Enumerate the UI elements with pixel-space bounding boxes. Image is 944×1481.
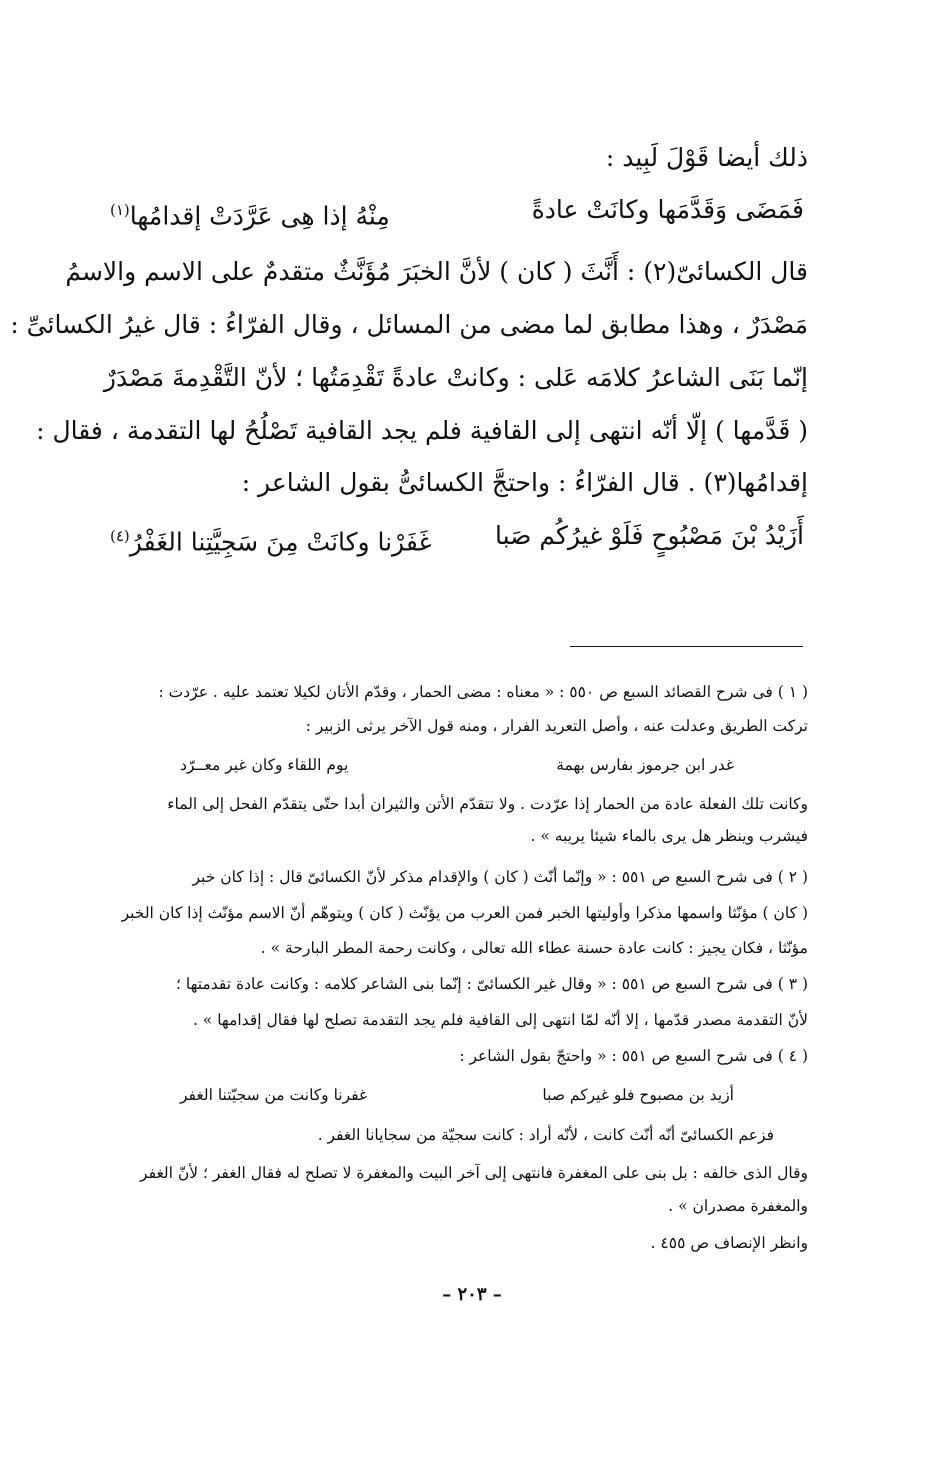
- footnote-1-line-2: تركت الطريق وعدلت عنه ، وأصل التعريد الفرار ، ومنه قول الآخر يرثى الزبير :: [305, 717, 808, 735]
- verse-1-second-hemistich: [110, 190, 390, 236]
- verse-2: [110, 516, 834, 556]
- footnote-4-verse: [180, 1082, 734, 1108]
- paragraph-line-2: مَصْدَرٌ ، وهذا مطابق لما مضى من المسائل ، وقال الفرّاءُ : قال غيرُ الكسائىِّ :: [10, 310, 808, 339]
- paragraph-line-3: إنّما بَنَى الشاعرُ كلامَه عَلى : وكانتْ عادةً تَقْدِمَتُها ؛ لأنّ التَّقْدِمةَ مَصْدَرٌ: [103, 363, 808, 392]
- verse-2-second-hemistich: [110, 516, 432, 562]
- footnote-1-verse-first: غدر ابن جرموز بفارس بهمة: [556, 756, 734, 774]
- footnote-2-line-2: ( كان ) مؤنّثا واسمها مذكرا وأوليتها الخبر فمن العرب من يؤنّث ( كان ) ويتوهّم أنّ الاسم مؤنّث إذا كان الخبر: [121, 904, 808, 922]
- footnote-4-line-3: وقال الذى خالفه : بل بنى على المغفرة فانتهى إلى آخر البيت والمغفرة لا تصلح له فقال الغفر ؛ لأنّ الغفر: [140, 1164, 808, 1182]
- footnote-4-verse-second: غفرنا وكانت من سجيّتنا الغفر: [180, 1086, 368, 1104]
- footnote-1-line-4: فيشرب وينظر هل يرى بالماء شيئا يريبه » .: [530, 827, 808, 845]
- footnote-2-line-3: مؤنّثا ، فكان يجيز : كانت عادة حسنة عطاء الله تعالى ، وكانت رحمة المطر البارحة » .: [260, 939, 808, 957]
- verse-1-first-hemistich: فَمَضَى وَقَدَّمَها وكانَتْ عادةً: [531, 195, 804, 224]
- verse-2-first-hemistich: أَزَيْدُ بْنَ مَصْبُوحٍ فَلَوْ غيرُكُم صَبا: [495, 521, 804, 550]
- footnote-1-verse-second: يوم اللقاء وكان غير معــرّد: [180, 756, 349, 774]
- footnote-3-line-2: لأنّ التقدمة مصدر قدّمها ، إلا أنّه لمّا انتهى إلى القافية فلم يجد التقدمة تصلح لها فقال إقدامها » .: [192, 1011, 808, 1029]
- footnote-4-verse-first: أزيد بن مصبوح فلو غيركم صبا: [542, 1086, 734, 1104]
- footnote-ref-4: (٤): [110, 527, 130, 545]
- footnote-ref-1: (١): [110, 201, 130, 219]
- paragraph-line-4: ( قَدَّمها ) إلّا أنّه انتهى إلى القافية فلم يجد القافية تَصْلُحُ لها التقدمة ، فقال :: [36, 416, 808, 445]
- footnote-4-line-5: وانظر الإنصاف ص ٤٥٥ .: [650, 1234, 808, 1252]
- page-number: – ٢٠٣ –: [442, 1284, 502, 1305]
- footnote-3-line-1: ( ٣ ) فى شرح السبع ص ٥٥١ : « وقال غير الكسائىّ : إنّما بنى الشاعر كلامه : وكانت عادة تقدمتها ؛: [176, 975, 808, 993]
- footnote-4-line-4: والمغفرة مصدران » .: [668, 1197, 808, 1215]
- paragraph-line-5: إقدامُها(٣) . قال الفرّاءُ : واحتجَّ الكسائىُّ بقول الشاعر :: [241, 468, 808, 497]
- verse-2-second-text: غَفَرْنا وكانَتْ مِنَ سَجِيَّتِنا الغَفْرُ: [129, 527, 432, 557]
- paragraph-line-1: قال الكسائىّ(٢) : أَنَّثَ ( كان ) لأنَّ الخبَرَ مُؤَنَّثٌ متقدمٌ على الاسم والاسمُ: [65, 257, 808, 286]
- footnote-4-line-1: ( ٤ ) فى شرح السبع ص ٥٥١ : « واحتجّ بقول الشاعر :: [459, 1047, 808, 1065]
- footnote-1-line-1: ( ١ ) فى شرح القصائد السبع ص ٥٥٠ : « معناه : مضى الحمار ، وقدّم الأتان لكيلا تعتمد عليه . عرّدت :: [158, 683, 808, 701]
- footnote-4-line-2: فزعم الكسائىّ أنّه أنّث كانت ، لأنّه أراد : كانت سجيّة من سجايانا الغفر .: [317, 1126, 774, 1144]
- verse-1: [110, 190, 834, 230]
- verse-1-second-text: مِنْهُ إذا هِى عَرَّدَتْ إقدامُها: [129, 201, 390, 231]
- footnote-1-line-3: وكانت تلك الفعلة عادة من الحمار إذا عرّدت . ولا تتقدّم الأتن والثيران أبدا حتّى يتقدّم الفحل إلى الماء: [167, 795, 808, 813]
- intro-line: ذلك أيضا قَوْلَ لَبِيد :: [605, 143, 808, 172]
- footnote-2-line-1: ( ٢ ) فى شرح السبع ص ٥٥١ : « وإنّما أنّث ( كان ) والإقدام مذكر لأنّ الكسائىّ قال : إذا كان خبر: [192, 868, 808, 886]
- footnote-1-verse: [180, 752, 734, 778]
- footnote-separator: [570, 646, 803, 647]
